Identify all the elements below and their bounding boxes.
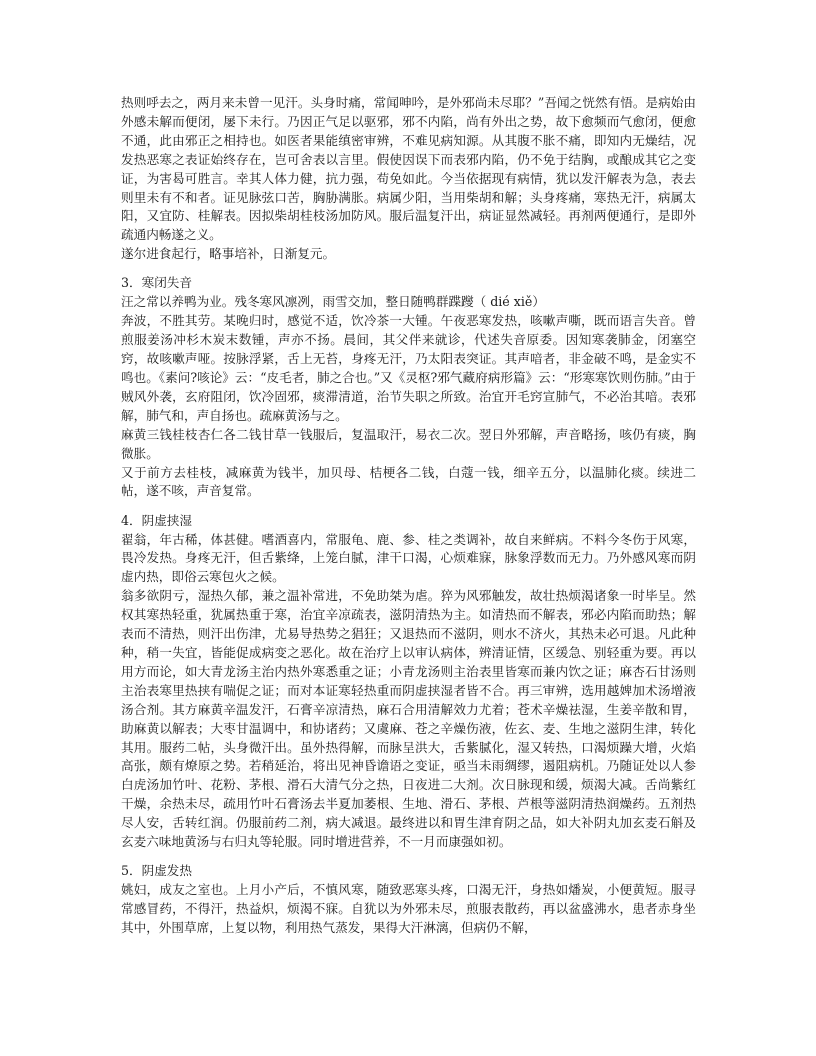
document-page xyxy=(121,94,696,938)
section-title: 4．阴虚挟湿 xyxy=(121,512,192,528)
section-title: 5．阴虚发热 xyxy=(121,863,192,879)
paragraph: 翟翁，年古稀，体甚健。嗜酒喜内，常服龟、鹿、参、桂之类调补，故自来鲜病。不料今冬伤于风寒，畏冷发热。身疼无汗，但舌紫绛，上笼白腻，津干口渴，心烦难寐，脉象浮数而无力。乃外感风寒而阴虚内热，即俗云寒包火之候。 xyxy=(121,531,696,585)
section-title: 3．寒闭失音 xyxy=(121,275,192,291)
paragraph: 麻黄三钱桂枝杏仁各二钱甘草一钱服后，复温取汗，易衣二次。翌日外邪解，声音略扬，咳仍有痰，胸微胀。 xyxy=(121,426,696,461)
paragraph: 姚妇，成友之室也。上月小产后，不慎风寒，随致恶寒头疼，口渴无汗，身热如燔炭，小便黄短。服寻常感冒药，不得汗，热益炽，烦渴不寐。自犹以为外邪未尽，煎服表散药，再以盆盛沸水，患者赤身坐其中，外围草席，上复以物，利用热气蒸发，果得大汗淋漓，但病仍不解， xyxy=(121,882,696,935)
paragraph: 汪之常以养鸭为业。残冬寒风凛冽，雨雪交加，整日随鸭群蹀躞（ dié xiě） xyxy=(121,294,545,310)
paragraph: 热则呼去之，两月来未曾一见汗。头身时痛，常闻呻吟，是外邪尚未尽耶？”吾闻之恍然有悟。是病始由外感未解而便闭，屡下未行。乃因正气足以驱邪，邪不内陷，尚有外出之势，故下愈频而气愈闭，便愈不通，此由邪正之相持也。如医者果能缜密审辨，不难见病知源。从其腹不胀不痛，即知内无燥结，况发热恶寒之表证始终存在，岂可舍表以言里。假使因误下而表邪内陷，仍不免于结胸，或酿成其它之变证，为害曷可胜言。幸其人体力健，抗力强，苟免如此。今当依据现有病情，犹以发汗解表为急，表去则里未有不和者。证见脉弦口苦，胸胁满胀。病属少阳，当用柴胡和解；头身疼痛，寒热无汗，病属太阳，又宜防、桂解表。因拟柴胡桂枝汤加防风。服后温复汗出，病证显然减轻。再剂两便通行，是即外疏通内畅遂之义。 xyxy=(121,95,696,243)
paragraph: 又于前方去桂枝，减麻黄为钱半，加贝母、桔梗各二钱，白蔻一钱，细辛五分，以温肺化痰。续进二帖，遂不咳，声音复常。 xyxy=(121,464,696,499)
paragraph: 奔波，不胜其劳。某晚归时，感觉不适，饮冷茶一大锺。午夜恶寒发热，咳嗽声嘶，既而语言失音。曾煎服姜汤冲杉木炭末数锺，声亦不扬。晨间，其父伴来就诊，代述失音原委。因知寒袭肺金，闭塞空窍，故咳嗽声哑。按脉浮紧，舌上无苔，身疼无汗，乃太阳表突证。其声喑者，非金破不鸣，是金实不鸣也。《素问?咳论》云：“皮毛者，肺之合也。”又《灵枢?邪气藏府病形篇》云：“形寒寒饮则伤肺。”由于贼风外袭，玄府阻闭，饮冷固邪，痰滞清道，治节失职之所致。治宜开毛窍宣肺气，不必治其喑。表邪解，肺气和，声自扬也。疏麻黄汤与之。 xyxy=(121,313,696,423)
paragraph: 遂尔进食起行，略事培补，日渐复元。 xyxy=(121,246,336,262)
paragraph: 翁多欲阴亏，湿热久郁，兼之温补常进，不免助桀为虐。猝为风邪触发，故壮热烦渴诸象一时毕呈。然权其寒热轻重，犹属热重于寒，治宜辛凉疏表，滋阴清热为主。如清热而不解表，邪必内陷而助热；解表而不清热，则汗出伤津，尤易导热势之猖狂；又退热而不滋阴，则水不济火，其热未必可退。凡此种种，稍一失宜，皆能促成病变之恶化。故在治疗上以审认病体，辨清证情，区缓急、别轻重为要。再以用方而论，如大青龙汤主治内热外寒悉重之证；小青龙汤则主治表里皆寒而兼内饮之证；麻杏石甘汤则主治表寒里热挟有喘促之证；而对本证寒轻热重而阴虚挟湿者皆不合。再三审辨，选用越婢加术汤增液汤合剂。其方麻黄辛温发汗，石膏辛凉清热，麻石合用清解效力尤着；苍术辛燥祛湿，生姜辛散和胃，助麻黄以解表；大枣甘温调中，和协诸药；又虞麻、苍之辛燥伤液，佐玄、麦、生地之滋阴生津，转化其用。服药二帖，头身微汗出。虽外热得解，而脉呈洪大，舌紫腻化，湿又转热，口渴烦躁大增，火焰高张，颇有燎原之势。若稍延治，将出见神昏谵语之变证，亟当未雨绸缪，遏阻病机。乃随证处以人参白虎汤加竹叶、花粉、茅根、滑石大清气分之热，日夜进二大剂。次日脉现和缓，烦渴大减。舌尚紫红干燥，余热未尽，疏用竹叶石膏汤去半夏加萎根、生地、滑石、茅根、芦根等滋阴清热润燥药。五剂热尽人安，舌转红润。仍服前药二剂，病大减退。最终进以和胃生津育阴之品，如大补阴丸加玄麦石斛及玄麦六味地黄汤与右归丸等轮服。同时增进营养，不一月而康强如初。 xyxy=(121,588,696,850)
